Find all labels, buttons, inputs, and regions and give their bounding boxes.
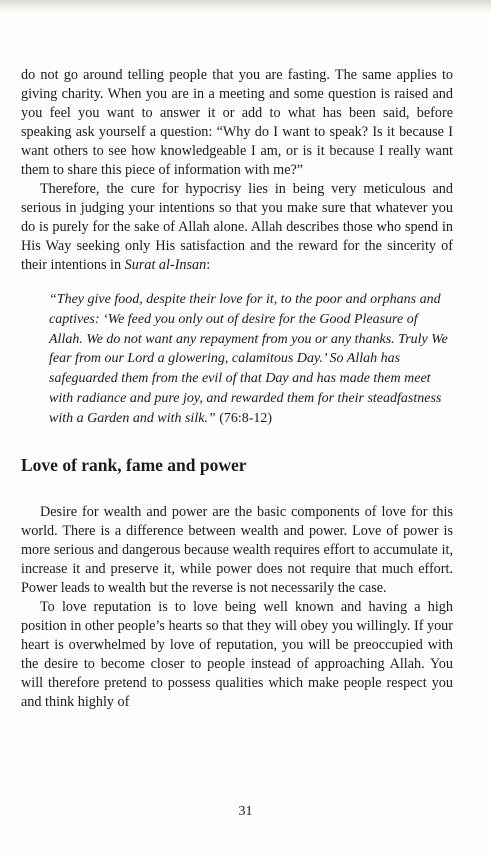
quote-text: “They give food, despite their love for it, to the poor and orphans and captives: ‘We feed you only out of desire for the Good Pleasure of Allah. We do not want any repayment from you or any thanks. Truly We fear from our Lord a glowering, calamitous Day.’ So Allah has safeguarded them from the evil of that Day and has made them meet with radiance and pure joy, and rewarded them for their steadfastness with a Garden and with silk.” — [49, 292, 448, 426]
page-number: 31 — [238, 804, 253, 819]
paragraph-hypocrisy-text: Therefore, the cure for hypocrisy lies in being very meticulous and serious in judging your intentions so that you make sure that whatever you do is purely for the sake of Allah alone. Allah describes those who spend in His Way seeking only His satisfaction and the reward for the sincerity of their intentions in — [21, 181, 453, 273]
page-body — [21, 66, 453, 712]
page-top-shadow — [0, 0, 491, 14]
section-heading: Love of rank, fame and power — [21, 454, 247, 475]
quote-reference: (76:8-12) — [215, 410, 273, 426]
surah-suffix: : — [206, 257, 211, 273]
paragraph-reputation: To love reputation is to love being well known and having a high position in other people’s hearts so that they will obey you willingly. If your heart is overwhelmed by love of reputation, you will be preoccupied with the desire to become closer to people instead of approaching Allah. You will therefore pretend to possess qualities which make people respect you and think highly of — [21, 598, 453, 710]
paragraph-hypocrisy-cure — [21, 180, 453, 275]
paragraph-fasting: do not go around telling people that you are fasting. The same applies to giving charity. When you are in a meeting and some question is raised and you feel you want to answer it or add to what has been said, before speaking ask yourself a question: “Why do I want to speak? Is it because I want others to see how knowledgeable I am, or is it because I really want them to share this piece of information with me?” — [21, 67, 453, 178]
paragraph-wealth-power: Desire for wealth and power are the basic components of love for this world. There is a difference between wealth and power. Love of power is more serious and dangerous because wealth requires effort to accumulate it, increase it and preserve it, while power does not require that much effort. Power leads to wealth but the reverse is not necessarily the case. — [21, 503, 453, 596]
quranic-quote — [49, 290, 453, 429]
surah-name: Surat al-Insan — [124, 257, 207, 273]
